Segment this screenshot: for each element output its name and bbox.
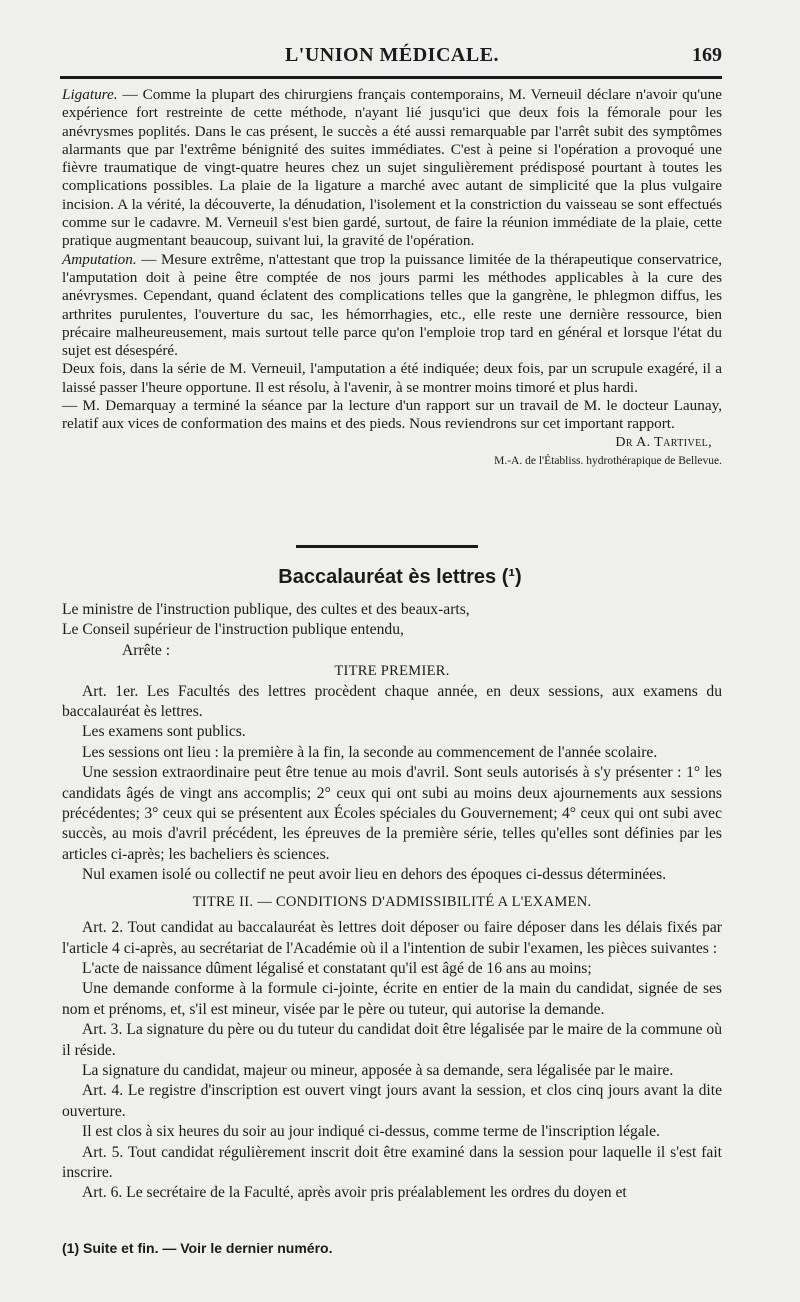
page-header: [62, 40, 722, 72]
article-3: Art. 3. La signature du père ou du tuteur du candidat doit être légalisée par le maire de la commune où il réside.: [62, 1021, 722, 1059]
header-rule: [60, 76, 722, 79]
page-number: 169: [692, 44, 722, 66]
ligature-text: — Comme la plupart des chirurgiens français contemporains, M. Verneuil déclare n'avoir qu'une expérience fort restreinte de cette méthode, n'ayant lié jusqu'ici que deux fois la fémorale pour les anévrysmes poplités. Dans le cas présent, le succès a été aussi remarquable par l'arrêt subit des symptômes alarmants que par l'extrême bénignité des suites immédiates. C'est à peine si l'opération a provoqué une fièvre traumatique de vingt-quatre heures chez un sujet singulièrement prédisposé pourtant à toutes les complications possibles. La plaie de la ligature a marché avec autant de simplicité que la plus vulgaire incision. A la vérité, la découverte, la dénudation, l'isolement et la constriction du vaisseau se sont effectués comme sur le cadavre. M. Verneuil s'est bien gardé, surtout, de faire la réunion immédiate de la plaie, cette pratique augmentant beaucoup, suivant lui, la gravité de l'opération.: [62, 86, 722, 250]
footnote-marker: (1): [62, 1240, 80, 1256]
article-1-extraordinaire: Une session extraordinaire peut être tenue au mois d'avril. Sont seuls autorisés à s'y présenter : 1° les candidats âgés de vingt ans accomplis; 2° ceux qui ont subi au moins deux ajournements aux sessions précédentes; 3° ceux qui se présentent aux Écoles spéciales du Gouvernement; 4° ceux qui ont subi avec succès, au mois d'avril précédent, les épreuves de la première série, telles qu'elles sont définies par les articles ci-après; les bacheliers ès sciences.: [62, 764, 722, 863]
signature-affiliation: M.-A. de l'Établiss. hydrothérapique de Bellevue.: [494, 454, 722, 467]
amputation-text: — Mesure extrême, n'attestant que trop la puissance limitée de la thérapeutique conservatrice, l'amputation doit à peine être comptée de nos jours parmi les méthodes applicables à la cure des anévrysmes. Cependant, quand éclatent des complications telles que la gangrène, le phlegmon diffus, les arthrites purulentes, l'ouverture du sac, les hémorrhagies, etc., elle reste une dernière ressource, bien précaire malheureusement, mais surtout telle parce qu'on l'emploie trop tard en général et lorsque l'état du sujet est désespéré.: [62, 250, 722, 360]
article-5: Art. 5. Tout candidat régulièrement inscrit doit être examiné dans la session pour laquelle il s'est fait inscrire.: [62, 1143, 722, 1181]
paragraph-deux-fois: Deux fois, dans la série de M. Verneuil, l'amputation a été indiquée; deux fois, par un scrupule exagéré, il a laissé passer l'heure opportune. Il est résolu, à l'avenir, à se montrer moins timoré et plus hardi.: [62, 360, 722, 396]
article-1-sessions: Les sessions ont lieu : la première à la fin, la seconde au commencement de l'année scolaire.: [82, 743, 658, 761]
section-separator: [296, 545, 478, 548]
article-3-signature: La signature du candidat, majeur ou mineur, apposée à sa demande, sera légalisée par le maire.: [82, 1061, 674, 1079]
decree-text: [62, 600, 722, 1204]
titre-premier: TITRE PREMIER.: [334, 663, 450, 680]
article-4-clos: Il est clos à six heures du soir au jour indiqué ci-dessus, comme terme de l'inscription légale.: [82, 1123, 660, 1141]
amputation-paragraph: [62, 251, 722, 361]
article-2: Art. 2. Tout candidat au baccalauréat ès lettres doit déposer ou faire déposer dans les délais fixés par l'article 4 ci-après, au secrétariat de l'Académie où il a l'intention de subir l'examen, les pièces suivantes :: [62, 919, 722, 957]
article-6: Art. 6. Le secrétaire de la Faculté, après avoir pris préalablement les ordres du doyen et: [82, 1184, 627, 1202]
running-title: L'UNION MÉDICALE.: [284, 44, 500, 66]
article-1: Art. 1er. Les Facultés des lettres procèdent chaque année, en deux sessions, aux examens du baccalauréat ès lettres.: [62, 682, 722, 721]
article-1-nul-examen: Nul examen isolé ou collectif ne peut avoir lieu en dehors des époques ci-dessus déterminées.: [82, 866, 667, 884]
decree-arrete: Arrête :: [122, 641, 171, 659]
amputation-label: Amputation.: [62, 250, 137, 268]
paragraph-demarquay: — M. Demarquay a terminé la séance par la lecture d'un rapport sur un travail de M. le docteur Launay, relatif aux vices de conformation des mains et des pieds. Nous reviendrons sur cet important rapport.: [62, 397, 722, 433]
ligature-paragraph: [62, 86, 722, 251]
footnote: [62, 1240, 722, 1256]
article-4: Art. 4. Le registre d'inscription est ouvert vingt jours avant la session, et clos cinq jours avant la dite ouverture.: [62, 1082, 722, 1120]
footnote-text: Suite et fin. — Voir le dernier numéro.: [79, 1240, 333, 1256]
article-1-public: Les examens sont publics.: [82, 723, 246, 741]
decree-conseil: Le Conseil supérieur de l'instruction publique entendu,: [62, 621, 404, 639]
article-2-acte: L'acte de naissance dûment légalisé et constatant qu'il est âgé de 16 ans au moins;: [82, 959, 592, 977]
titre-deux: TITRE II. — CONDITIONS D'ADMISSIBILITÉ A L'EXAMEN.: [192, 893, 592, 910]
section-heading: Baccalauréat ès lettres (¹): [278, 566, 522, 588]
decree-minister: Le ministre de l'instruction publique, des cultes et des beaux-arts,: [62, 601, 470, 618]
article-continuation: [62, 86, 722, 470]
article-2-demande: Une demande conforme à la formule ci-jointe, écrite en entier de la main du candidat, signée de ses nom et prénoms, et, s'il est mineur, visée par le père ou tuteur, qui autorise la demande.: [62, 980, 722, 1018]
ligature-label: Ligature.: [62, 86, 118, 103]
signature-name: Dr A. Tartivel,: [615, 434, 712, 450]
